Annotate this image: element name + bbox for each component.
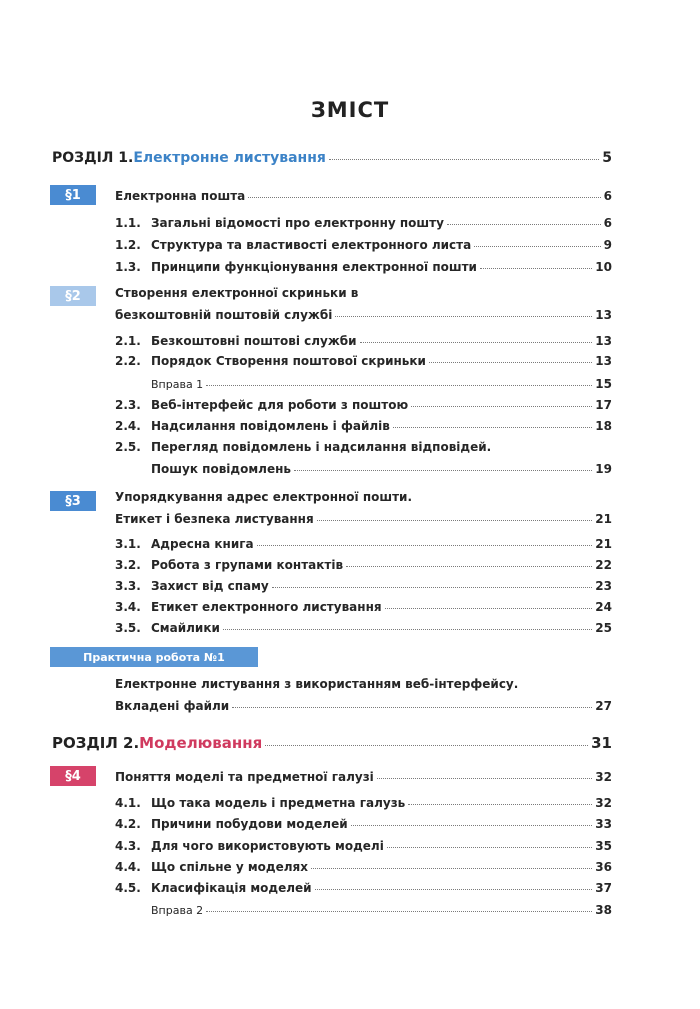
dot-leader <box>248 197 600 198</box>
practical-work-badge: Практична робота №1 <box>50 647 258 667</box>
entry-number: 2.2. <box>115 354 141 368</box>
page-number: 37 <box>595 881 612 895</box>
page-number: 35 <box>595 839 612 853</box>
dot-leader <box>377 778 593 779</box>
dot-leader <box>232 707 592 708</box>
entry-text: Робота з групами контактів <box>151 558 344 572</box>
entry-text: Вправа 2 <box>151 904 204 917</box>
page-number: 36 <box>595 860 612 874</box>
entry-text: Безкоштовні поштові служби <box>151 334 357 348</box>
dot-leader <box>480 268 592 269</box>
entry-text: Адресна книга <box>151 537 254 551</box>
toc-entry-2-1[interactable] <box>115 334 612 348</box>
entry-text: Етикет і безпека листування <box>115 512 314 526</box>
dot-leader <box>223 629 592 630</box>
toc-paragraph-3-line1[interactable]: Упорядкування адрес електронної пошти. <box>115 490 413 504</box>
dot-leader <box>317 520 593 521</box>
page-number: 13 <box>595 308 612 322</box>
section-title: Моделювання <box>139 734 263 752</box>
toc-entry-2-3[interactable] <box>115 398 612 412</box>
page-number: 10 <box>595 260 612 274</box>
entry-text: Загальні відомості про електронну пошту <box>151 216 444 230</box>
page-number: 27 <box>595 699 612 713</box>
entry-number: 4.2. <box>115 817 141 831</box>
entry-text: Класифікація моделей <box>151 881 312 895</box>
page-number: 13 <box>595 354 612 368</box>
page-number: 32 <box>595 796 612 810</box>
entry-number: 1.1. <box>115 216 141 230</box>
toc-paragraph-2-line1[interactable]: Створення електронної скриньки в <box>115 286 359 300</box>
toc-entry-4-3[interactable] <box>115 839 612 853</box>
paragraph-badge-1: §1 <box>50 185 96 205</box>
dot-leader <box>360 342 593 343</box>
entry-text: Надсилання повідомлень і файлів <box>151 419 390 433</box>
entry-number: 1.3. <box>115 260 141 274</box>
entry-number: 2.1. <box>115 334 141 348</box>
dot-leader <box>294 470 592 471</box>
entry-text: безкоштовній поштовій службі <box>115 308 333 322</box>
toc-paragraph-4[interactable] <box>115 770 612 784</box>
toc-entry-2-5-line1[interactable] <box>115 440 491 454</box>
dot-leader <box>346 566 592 567</box>
page-number: 21 <box>595 512 612 526</box>
toc-section-1[interactable] <box>52 150 612 166</box>
dot-leader <box>311 868 592 869</box>
entry-text: Пошук повідомлень <box>151 462 291 476</box>
dot-leader <box>387 847 592 848</box>
entry-number: 3.2. <box>115 558 141 572</box>
paragraph-badge-4: §4 <box>50 766 96 786</box>
dot-leader <box>393 427 592 428</box>
paragraph-badge-3: §3 <box>50 491 96 511</box>
entry-text: Смайлики <box>151 621 220 635</box>
entry-text: Причини побудови моделей <box>151 817 348 831</box>
dot-leader <box>429 362 592 363</box>
page-number: 31 <box>591 734 612 752</box>
toc-entry-4-2[interactable] <box>115 817 612 831</box>
page-number: 21 <box>595 537 612 551</box>
page-number: 22 <box>595 558 612 572</box>
dot-leader <box>272 587 593 588</box>
dot-leader <box>411 406 592 407</box>
page-number: 17 <box>595 398 612 412</box>
entry-number: 4.5. <box>115 881 141 895</box>
toc-entry-3-1[interactable] <box>115 537 612 551</box>
dot-leader <box>315 889 593 890</box>
entry-number: 3.4. <box>115 600 141 614</box>
entry-number: 3.3. <box>115 579 141 593</box>
entry-text: Захист від спаму <box>151 579 269 593</box>
page-number: 38 <box>595 903 612 917</box>
paragraph-badge-2: §2 <box>50 286 96 306</box>
dot-leader <box>474 246 600 247</box>
page-number: 6 <box>603 216 612 230</box>
entry-number: 2.4. <box>115 419 141 433</box>
entry-text: Вправа 1 <box>151 378 204 391</box>
toc-entry-2-5[interactable] <box>151 462 612 476</box>
toc-entry-3-3[interactable] <box>115 579 612 593</box>
page-number: 33 <box>595 817 612 831</box>
page-number: 9 <box>603 238 612 252</box>
toc-entry-4-1[interactable] <box>115 796 612 810</box>
entry-text: Що така модель і предметна галузь <box>151 796 406 810</box>
toc-entry-4-4[interactable] <box>115 860 612 874</box>
dot-leader <box>447 224 601 225</box>
entry-text: Що спільне у моделях <box>151 860 308 874</box>
toc-paragraph-2[interactable] <box>115 308 612 322</box>
entry-text: Веб-інтерфейс для роботи з поштою <box>151 398 409 412</box>
dot-leader <box>206 911 592 912</box>
page-number: 5 <box>602 150 612 166</box>
toc-paragraph-3[interactable] <box>115 512 612 526</box>
entry-text: Поняття моделі та предметної галузі <box>115 770 374 784</box>
dot-leader <box>351 825 593 826</box>
entry-text: Для чого використовують моделі <box>151 839 384 853</box>
page-number: 23 <box>595 579 612 593</box>
entry-text: Порядок Створення поштової скриньки <box>151 354 426 368</box>
toc-entry-3-5[interactable] <box>115 621 612 635</box>
dot-leader <box>257 545 593 546</box>
entry-number: 2.5. <box>115 440 141 454</box>
toc-exercise-2[interactable] <box>115 903 612 917</box>
dot-leader <box>329 159 599 160</box>
page-number: 15 <box>595 377 612 391</box>
entry-number: 2.3. <box>115 398 141 412</box>
toc-practical-work-1[interactable] <box>115 699 612 713</box>
toc-entry-1-3[interactable] <box>115 260 612 274</box>
page-number: 6 <box>603 189 612 203</box>
page-number: 25 <box>595 621 612 635</box>
dot-leader <box>206 385 592 386</box>
entry-number: 4.1. <box>115 796 141 810</box>
entry-text: Структура та властивості електронного листа <box>151 238 472 252</box>
toc-entry-3-4[interactable] <box>115 600 612 614</box>
page-number: 32 <box>595 770 612 784</box>
page-number: 19 <box>595 462 612 476</box>
entry-text: Перегляд повідомлень і надсилання відповідей. <box>151 440 492 454</box>
entry-number: 4.4. <box>115 860 141 874</box>
toc-entry-2-4[interactable] <box>115 419 612 433</box>
entry-text: Етикет електронного листування <box>151 600 382 614</box>
toc-paragraph-1[interactable] <box>115 189 612 203</box>
entry-number: 3.5. <box>115 621 141 635</box>
section-lead: РОЗДІЛ 2. <box>52 734 140 752</box>
entry-text: Вкладені файли <box>115 699 230 713</box>
entry-number: 1.2. <box>115 238 141 252</box>
section-lead: РОЗДІЛ 1. <box>52 150 134 166</box>
toc-entry-3-2[interactable] <box>115 558 612 572</box>
toc-entry-1-2[interactable] <box>115 238 612 252</box>
toc-practical-line1[interactable]: Електронне листування з використанням веб-інтерфейсу. <box>115 677 519 691</box>
toc-entry-4-5[interactable] <box>115 881 612 895</box>
dot-leader <box>385 608 593 609</box>
page-number: 13 <box>595 334 612 348</box>
page-number: 18 <box>595 419 612 433</box>
toc-entry-1-1[interactable] <box>115 216 612 230</box>
toc-exercise-1[interactable] <box>115 377 612 391</box>
entry-text: Електронна пошта <box>115 189 246 203</box>
dot-leader <box>335 316 592 317</box>
entry-number: 3.1. <box>115 537 141 551</box>
toc-entry-2-2[interactable] <box>115 354 612 368</box>
toc-section-2[interactable] <box>52 734 612 752</box>
page-number: 24 <box>595 600 612 614</box>
section-title: Електронне листування <box>133 150 326 166</box>
entry-number: 4.3. <box>115 839 141 853</box>
dot-leader <box>408 804 592 805</box>
dot-leader <box>265 745 588 746</box>
page-title: ЗМІСТ <box>310 98 390 122</box>
entry-text: Принципи функціонування електронної пошти <box>151 260 477 274</box>
